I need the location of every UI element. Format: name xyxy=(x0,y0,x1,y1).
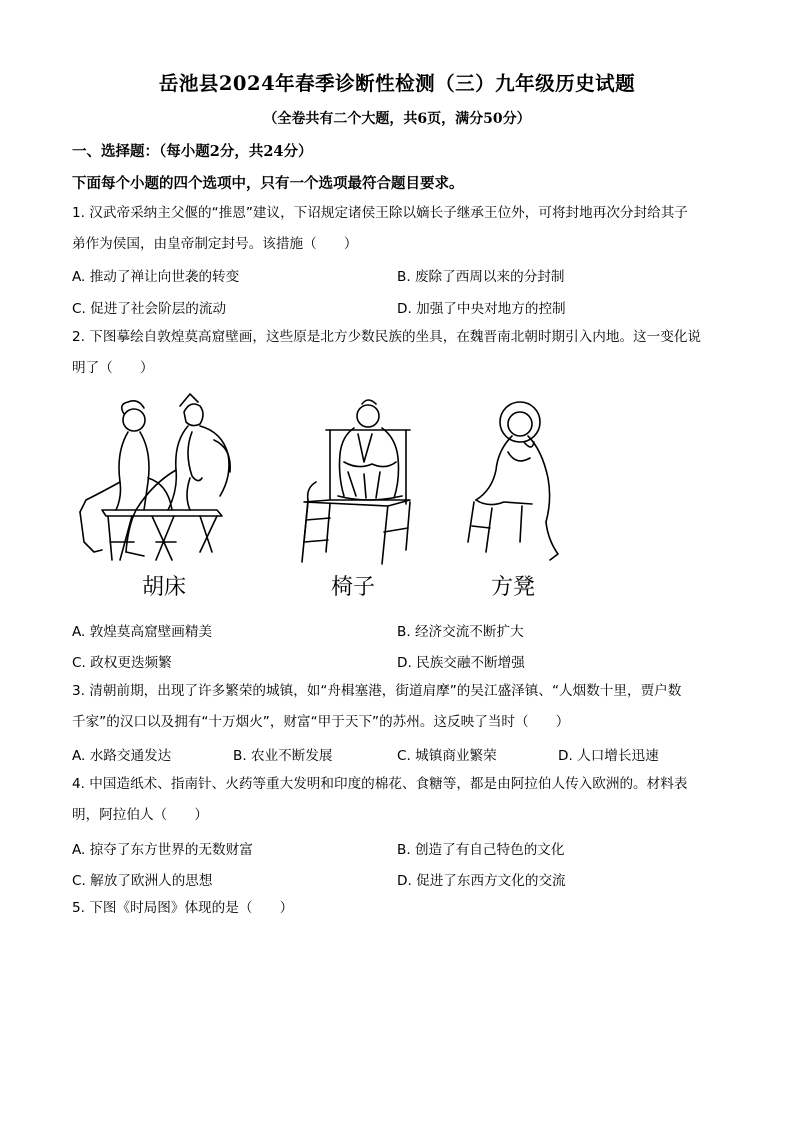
question-2-line2: 明了（ ） xyxy=(72,360,154,376)
question-3-stem xyxy=(72,676,722,738)
question-4-line1: 4. 中国造纸术、指南针、火药等重大发明和印度的棉花、食糖等，都是由阿拉伯人传入欧洲的。材料表 xyxy=(72,776,688,792)
question-2-option-c[interactable]: C. 政权更迭频繁 xyxy=(72,655,172,671)
question-4-line2: 明，阿拉伯人（ ） xyxy=(72,807,208,823)
question-3-line2: 千家”的汉口以及拥有“十万烟火”，财富“甲于天下”的苏州。这反映了当时（ ） xyxy=(72,714,570,730)
section-heading: 一、选择题：（每小题2分，共24分） xyxy=(72,143,313,160)
question-4-stem xyxy=(72,769,722,831)
question-1-option-a[interactable]: A. 推动了禅让向世袭的转变 xyxy=(72,269,240,285)
question-4-option-d[interactable]: D. 促进了东西方文化的交流 xyxy=(397,873,566,889)
question-4-option-a[interactable]: A. 掠夺了东方世界的无数财富 xyxy=(72,842,253,858)
question-2-line1: 2. 下图摹绘自敦煌莫高窟壁画，这些原是北方少数民族的坐具，在魏晋南北朝时期引入内地。这一变化说 xyxy=(72,329,702,345)
question-5-stem xyxy=(72,893,722,924)
question-3-line1: 3. 清朝前期，出现了许多繁荣的城镇，如“舟楫塞港，街道肩摩”的吴江盛泽镇、“人烟数十里，贾户数 xyxy=(72,683,682,699)
question-2-option-d[interactable]: D. 民族交融不断增强 xyxy=(397,655,525,671)
question-5-line1: 5. 下图《时局图》体现的是（ ） xyxy=(72,900,294,916)
question-1-stem xyxy=(72,198,722,260)
question-1-line1: 1. 汉武帝采纳主父偃的“推恩”建议，下诏规定诸侯王除以嫡长子继承王位外，可将封地再次分封给其子 xyxy=(72,205,688,221)
question-3-option-a[interactable]: A. 水路交通发达 xyxy=(72,748,172,764)
page-title: 岳池县2024年春季诊断性检测（三）九年级历史试题 xyxy=(158,72,636,95)
section-instruction: 下面每个小题的四个选项中，只有一个选项最符合题目要求。 xyxy=(72,175,464,192)
question-4-option-c[interactable]: C. 解放了欧洲人的思想 xyxy=(72,873,213,889)
question-1-option-b[interactable]: B. 废除了西周以来的分封制 xyxy=(397,269,565,285)
question-3-option-d[interactable]: D. 人口增长迅速 xyxy=(558,748,659,764)
question-3-option-b[interactable]: B. 农业不断发展 xyxy=(233,748,333,764)
yizi-drawing xyxy=(302,400,410,564)
question-3-option-c[interactable]: C. 城镇商业繁荣 xyxy=(397,748,497,764)
furniture-figure xyxy=(72,392,572,567)
caption-fangdeng: 方凳 xyxy=(491,575,536,600)
question-2-option-a[interactable]: A. 敦煌莫高窟壁画精美 xyxy=(72,624,213,640)
question-1-option-d[interactable]: D. 加强了中央对地方的控制 xyxy=(397,301,566,317)
question-1-option-c[interactable]: C. 促进了社会阶层的流动 xyxy=(72,301,227,317)
question-1-line2: 弟作为侯国，由皇帝制定封号。该措施（ ） xyxy=(72,236,358,252)
question-2-option-b[interactable]: B. 经济交流不断扩大 xyxy=(397,624,524,640)
question-2-stem xyxy=(72,322,722,384)
caption-yizi: 椅子 xyxy=(331,575,376,600)
fangdeng-drawing xyxy=(468,402,558,560)
question-4-option-b[interactable]: B. 创造了有自己特色的文化 xyxy=(397,842,565,858)
huchuang-drawing xyxy=(80,394,230,560)
caption-huchuang: 胡床 xyxy=(142,575,187,600)
page-subtitle: （全卷共有二个大题，共6页，满分50分） xyxy=(263,111,531,127)
